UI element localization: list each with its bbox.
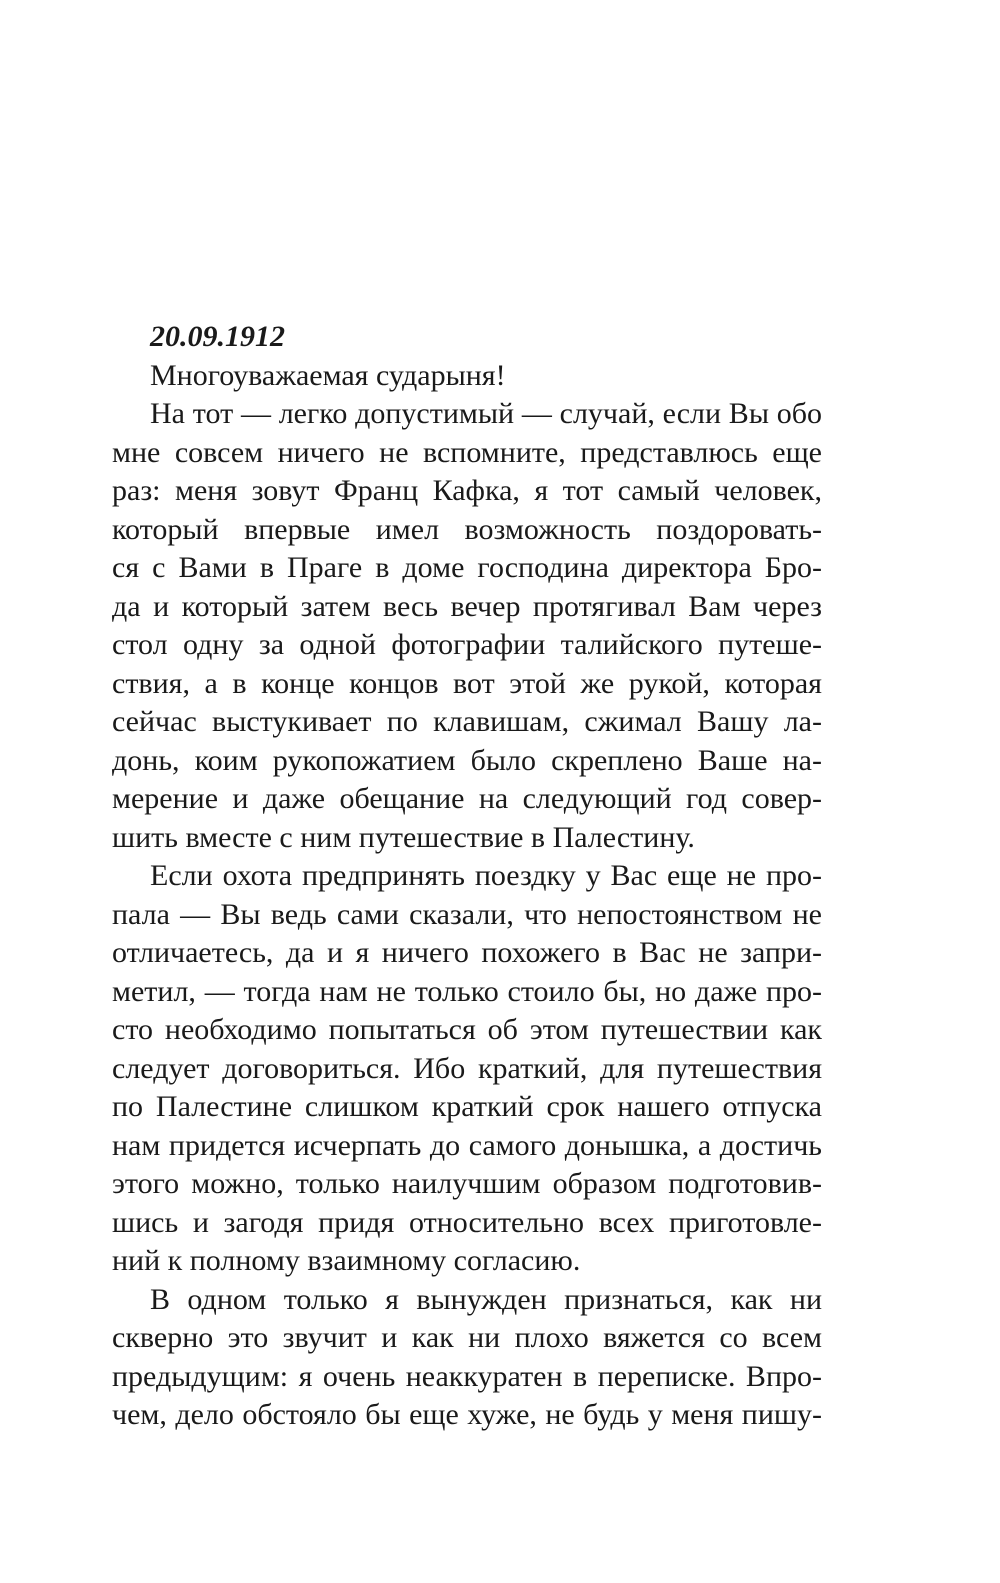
text-line: следует договориться. Ибо краткий, для путешествия bbox=[112, 1051, 822, 1085]
text-line: донь, коим рукопожатием было скреплено Ваше на- bbox=[112, 743, 822, 777]
text-line: раз: меня зовут Франц Кафка, я тот самый человек, bbox=[112, 474, 822, 507]
text-line: ствия, а в конце концов вот этой же рукой, которая bbox=[112, 666, 822, 700]
text-line: отличаетесь, да и я ничего похожего в Вас не запри- bbox=[112, 936, 822, 969]
text-line: этого можно, только наилучшим образом подготовив- bbox=[112, 1167, 822, 1200]
letter-salutation: Многоуважаемая сударыня! bbox=[150, 358, 506, 392]
letter-text bbox=[112, 395, 822, 1435]
text-line: Если охота предпринять поездку у Вас еще не про- bbox=[150, 859, 822, 892]
text-line: по Палестине слишком краткий срок нашего отпуска bbox=[112, 1090, 822, 1123]
text-line: ся с Вами в Праге в доме господина директора Бро- bbox=[112, 551, 822, 584]
text-line: стол одну за одной фотографии талийского путеше- bbox=[112, 628, 822, 661]
text-line: предыдущим: я очень неаккуратен в переписке. Впро- bbox=[112, 1359, 822, 1393]
text-line: скверно это звучит и как ни плохо вяжется со всем bbox=[112, 1321, 822, 1354]
text-line: пала — Вы ведь сами сказали, что непостоянством не bbox=[112, 897, 822, 931]
text-line: ний к полному взаимному согласию. bbox=[112, 1244, 581, 1277]
text-line: который впервые имел возможность поздоровать- bbox=[112, 512, 822, 546]
text-line: чем, дело обстояло бы еще хуже, не будь у меня пишу- bbox=[112, 1398, 822, 1431]
text-line: да и который затем весь вечер протягивал Вам через bbox=[112, 589, 822, 623]
text-line: сто необходимо попытаться об этом путешествии как bbox=[112, 1013, 822, 1046]
text-line: сейчас выстукивает по клавишам, сжимал Вашу ла- bbox=[112, 705, 822, 738]
letter-date: 20.09.1912 bbox=[150, 320, 285, 353]
letter-body bbox=[112, 318, 822, 1435]
text-line: В одном только я вынужден признаться, как ни bbox=[150, 1282, 822, 1316]
text-line: метил, — тогда нам не только стоило бы, но даже про- bbox=[112, 974, 822, 1008]
text-line: шись и загодя придя относительно всех приготовле- bbox=[112, 1205, 822, 1239]
text-line: На тот — легко допустимый — случай, если Вы обо bbox=[150, 397, 822, 430]
text-line: мне совсем ничего не вспомните, представлюсь еще bbox=[112, 435, 822, 469]
text-line: нам придется исчерпать до самого донышка, а достичь bbox=[112, 1128, 822, 1162]
text-line: мерение и даже обещание на следующий год совер- bbox=[112, 782, 822, 815]
text-line: шить вместе с ним путешествие в Палестину. bbox=[112, 820, 695, 854]
